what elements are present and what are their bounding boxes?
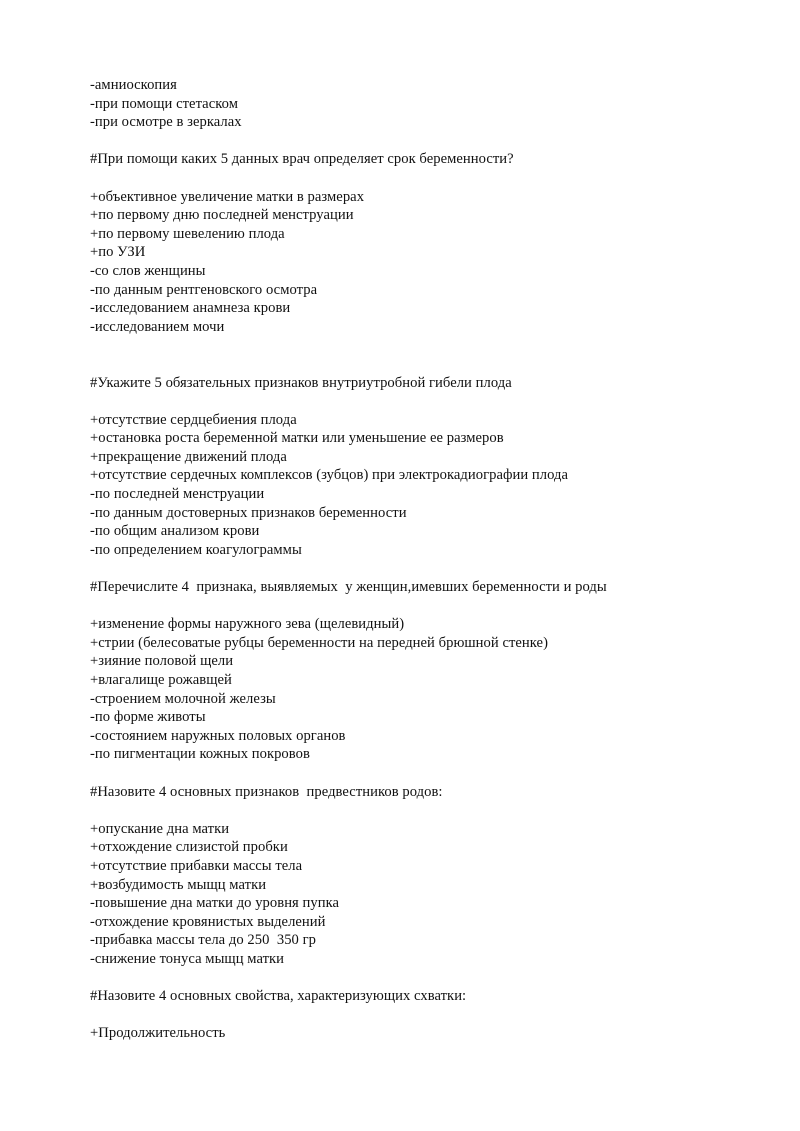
answer-option: +отсутствие прибавки массы тела [90,857,303,874]
answer-option: +отсутствие сердечных комплексов (зубцов) при электрокадиографии плода [90,467,569,484]
spacer [90,764,780,783]
question-title: #Перечислите 4 признака, выявляемых у женщин,имевших беременности и роды [90,579,607,596]
answer-option: -состоянием наружных половых органов [90,727,346,744]
answer-option: +остановка роста беременной матки или уменьшение ее размеров [90,430,504,447]
answer-option: +отхождение слизистой пробки [90,839,288,856]
answer-option: +опускание дна матки [90,820,230,837]
answer-option: +отсутствие сердцебиения плода [90,411,297,428]
document-content [90,76,780,1043]
spacer [90,969,780,988]
answer-option: -снижение тонуса мыщц матки [90,950,285,967]
answer-option: +влагалище рожавщей [90,672,232,688]
spacer [90,336,780,373]
answer-option: -по форме животы [90,709,206,726]
question-title: #Назовите 4 основных свойства, характеризующих схватки: [90,988,467,1005]
answer-option: -со слов женщины [90,262,206,279]
answer-option: -исследованием мочи [90,318,225,335]
spacer [90,392,780,411]
answer-option: -по последней менструации [90,486,265,503]
question-title: #Назовите 4 основных признаков предвестников родов: [90,783,443,800]
answer-option: -при осмотре в зеркалах [90,114,242,131]
answer-option: -по общим анализом крови [90,523,260,540]
answer-option: +по первому дню последней менструации [90,207,354,224]
answer-option: -по данным достоверных признаков беременности [90,504,407,521]
answer-option: -отхождение кровянистых выделений [90,913,326,930]
answer-option: -при помощи стетаском [90,95,238,112]
answer-option: -амниоскопия [90,77,177,93]
answer-option: -исследованием анамнеза крови [90,300,291,317]
answer-option: +объективное увеличение матки в размерах [90,188,365,205]
question-title: #При помощи каких 5 данных врач определяет срок беременности? [90,151,514,168]
spacer [90,801,780,820]
answer-option: -по определением коагулограммы [90,541,302,558]
answer-option: +по УЗИ [90,244,146,261]
answer-option: +зияние половой щели [90,653,234,670]
spacer [90,132,780,151]
answer-option: +изменение формы наружного зева (щелевидный) [90,616,405,633]
spacer [90,597,780,616]
answer-option: -по пигментации кожных покровов [90,746,310,763]
spacer [90,169,780,188]
spacer [90,559,780,578]
answer-option: -прибавка массы тела до 250 350 гр [90,932,316,949]
answer-option: -повышение дна матки до уровня пупка [90,895,340,912]
answer-option: +стрии (белесоватые рубцы беременности на передней брюшной стенке) [90,634,548,651]
answer-option: +Продолжительность [90,1025,226,1042]
spacer [90,1006,780,1025]
answer-option: -строением молочной железы [90,690,276,707]
answer-option: +возбудимость мыщц матки [90,876,267,893]
answer-option: -по данным рентгеновского осмотра [90,281,318,298]
answer-option: +по первому шевелению плода [90,225,285,242]
answer-option: +прекращение движений плода [90,448,287,465]
question-title: #Укажите 5 обязательных признаков внутриутробной гибели плода [90,374,512,391]
